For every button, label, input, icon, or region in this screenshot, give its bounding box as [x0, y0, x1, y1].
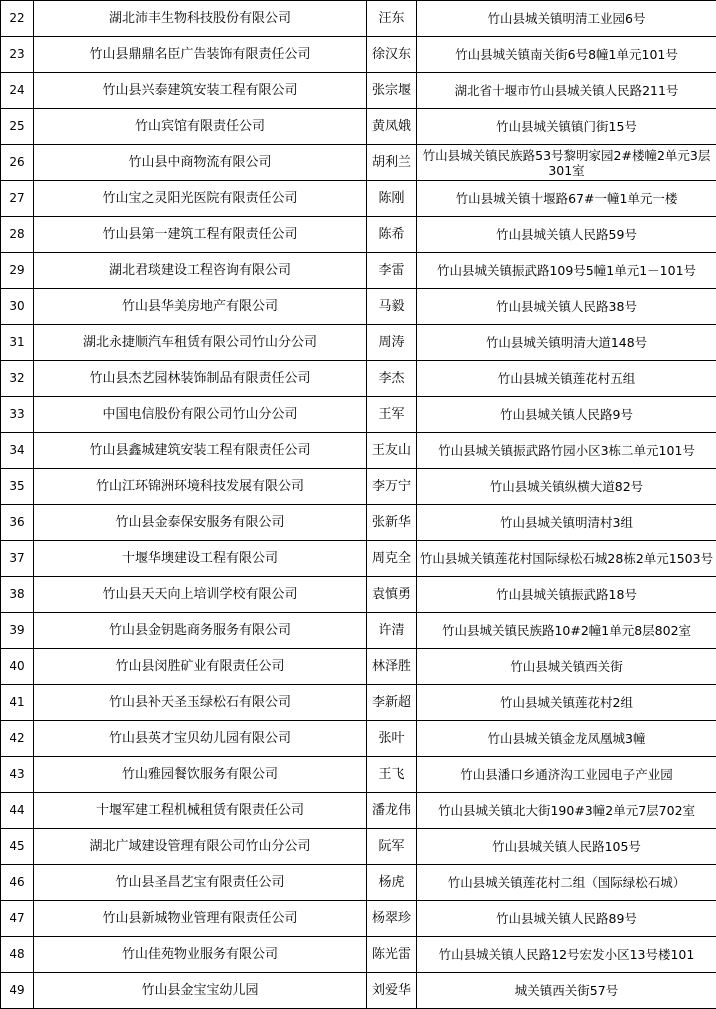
table-row: [1, 793, 716, 829]
row-number: 33: [1, 397, 34, 433]
company-name: 竹山县鼎鼎名臣广告装饰有限责任公司: [34, 37, 367, 73]
row-number: 26: [1, 145, 34, 181]
company-name: 十堰华墺建设工程有限公司: [34, 541, 367, 577]
company-name: 竹山县华美房地产有限公司: [34, 289, 367, 325]
contact-person: 王友山: [367, 433, 417, 469]
table-row: [1, 361, 716, 397]
row-number: 49: [1, 973, 34, 1009]
company-address: 竹山县城关镇北大街190#3幢2单元7层702室: [417, 793, 716, 829]
company-name: 竹山县鑫城建筑安装工程有限责任公司: [34, 433, 367, 469]
table-row: [1, 937, 716, 973]
contact-person: 李雷: [367, 253, 417, 289]
company-address: 竹山县城关镇纵横大道82号: [417, 469, 716, 505]
contact-person: 李万宁: [367, 469, 417, 505]
table-row: [1, 613, 716, 649]
company-name: 竹山县新城物业管理有限责任公司: [34, 901, 367, 937]
contact-person: 徐汉东: [367, 37, 417, 73]
company-name: 竹山县兴泰建筑安装工程有限公司: [34, 73, 367, 109]
company-name: 竹山江环锦洲环境科技发展有限公司: [34, 469, 367, 505]
company-name: 竹山宝之灵阳光医院有限责任公司: [34, 181, 367, 217]
row-number: 36: [1, 505, 34, 541]
table-row: [1, 433, 716, 469]
row-number: 46: [1, 865, 34, 901]
company-address: 竹山县城关镇金龙凤凰城3幢: [417, 721, 716, 757]
table-row: [1, 109, 716, 145]
row-number: 39: [1, 613, 34, 649]
table-row: [1, 721, 716, 757]
company-address: 竹山县城关镇人民路59号: [417, 217, 716, 253]
table-row: [1, 829, 716, 865]
contact-person: 袁慎勇: [367, 577, 417, 613]
company-address: 竹山县城关镇人民路105号: [417, 829, 716, 865]
contact-person: 刘爱华: [367, 973, 417, 1009]
company-name: 竹山县金钥匙商务服务有限公司: [34, 613, 367, 649]
company-address: 竹山县城关镇振武路竹园小区3栋二单元101号: [417, 433, 716, 469]
table-row: [1, 541, 716, 577]
company-address: 竹山县城关镇莲花村国际绿松石城28栋2单元1503号: [417, 541, 716, 577]
table-row: [1, 469, 716, 505]
row-number: 38: [1, 577, 34, 613]
company-address: 竹山县城关镇明清村3组: [417, 505, 716, 541]
company-name: 湖北永捷顺汽车租赁有限公司竹山分公司: [34, 325, 367, 361]
company-name: 竹山县闵胜矿业有限责任公司: [34, 649, 367, 685]
contact-person: 周克全: [367, 541, 417, 577]
contact-person: 杨翠珍: [367, 901, 417, 937]
table-row: [1, 73, 716, 109]
company-address: 竹山县城关镇人民路89号: [417, 901, 716, 937]
contact-person: 马毅: [367, 289, 417, 325]
company-address: 竹山县城关镇人民路9号: [417, 397, 716, 433]
table-row: [1, 289, 716, 325]
row-number: 48: [1, 937, 34, 973]
contact-person: 阮军: [367, 829, 417, 865]
company-name: 竹山雅园餐饮服务有限公司: [34, 757, 367, 793]
company-address: 竹山县城关镇南关街6号8幢1单元101号: [417, 37, 716, 73]
company-address: 竹山县城关镇莲花村二组（国际绿松石城）: [417, 865, 716, 901]
row-number: 30: [1, 289, 34, 325]
table-row: [1, 37, 716, 73]
row-number: 32: [1, 361, 34, 397]
company-address: 竹山县城关镇十堰路67#一幢1单元一楼: [417, 181, 716, 217]
company-address: 竹山县城关镇西关街: [417, 649, 716, 685]
table-row: [1, 145, 716, 181]
company-address: 竹山县城关镇莲花村五组: [417, 361, 716, 397]
company-address: 湖北省十堰市竹山县城关镇人民路211号: [417, 73, 716, 109]
contact-person: 汪东: [367, 1, 417, 37]
row-number: 34: [1, 433, 34, 469]
table-row: [1, 685, 716, 721]
table-row: [1, 181, 716, 217]
table-row: [1, 649, 716, 685]
contact-person: 张叶: [367, 721, 417, 757]
row-number: 45: [1, 829, 34, 865]
row-number: 24: [1, 73, 34, 109]
row-number: 28: [1, 217, 34, 253]
contact-person: 陈光雷: [367, 937, 417, 973]
contact-person: 许清: [367, 613, 417, 649]
company-name: 竹山县补天圣玉绿松石有限公司: [34, 685, 367, 721]
row-number: 41: [1, 685, 34, 721]
row-number: 22: [1, 1, 34, 37]
company-name: 竹山县英才宝贝幼儿园有限公司: [34, 721, 367, 757]
company-address: 竹山县城关镇人民路38号: [417, 289, 716, 325]
row-number: 25: [1, 109, 34, 145]
company-address: 城关镇西关街57号: [417, 973, 716, 1009]
company-address: 竹山县城关镇振武路18号: [417, 577, 716, 613]
company-name: 竹山县金宝宝幼儿园: [34, 973, 367, 1009]
contact-person: 黄凤娥: [367, 109, 417, 145]
company-address: 竹山县城关镇振武路109号5幢1单元1－101号: [417, 253, 716, 289]
company-address: 竹山县城关镇明清工业园6号: [417, 1, 716, 37]
table-row: [1, 577, 716, 613]
company-name: 竹山宾馆有限责任公司: [34, 109, 367, 145]
company-name: 竹山佳苑物业服务有限公司: [34, 937, 367, 973]
table-row: [1, 217, 716, 253]
contact-person: 潘龙伟: [367, 793, 417, 829]
company-name: 竹山县中商物流有限公司: [34, 145, 367, 181]
table-row: [1, 325, 716, 361]
row-number: 47: [1, 901, 34, 937]
table-row: [1, 757, 716, 793]
row-number: 29: [1, 253, 34, 289]
company-address: 竹山县城关镇明清大道148号: [417, 325, 716, 361]
contact-person: 林泽胜: [367, 649, 417, 685]
contact-person: 陈刚: [367, 181, 417, 217]
contact-person: 李杰: [367, 361, 417, 397]
table-row: [1, 397, 716, 433]
row-number: 40: [1, 649, 34, 685]
company-name: 湖北广域建设管理有限公司竹山分公司: [34, 829, 367, 865]
table-row: [1, 901, 716, 937]
company-name: 中国电信股份有限公司竹山分公司: [34, 397, 367, 433]
company-name: 湖北君琰建设工程咨询有限公司: [34, 253, 367, 289]
table-row: [1, 865, 716, 901]
contact-person: 张新华: [367, 505, 417, 541]
contact-person: 王军: [367, 397, 417, 433]
row-number: 35: [1, 469, 34, 505]
company-name: 湖北沛丰生物科技股份有限公司: [34, 1, 367, 37]
contact-person: 陈希: [367, 217, 417, 253]
company-name: 竹山县杰艺园林装饰制品有限责任公司: [34, 361, 367, 397]
company-address: 竹山县城关镇人民路12号宏发小区13号楼101: [417, 937, 716, 973]
company-name: 竹山县天天向上培训学校有限公司: [34, 577, 367, 613]
row-number: 43: [1, 757, 34, 793]
company-address: 竹山县潘口乡通济沟工业园电子产业园: [417, 757, 716, 793]
row-number: 27: [1, 181, 34, 217]
company-address: 竹山县城关镇民族路53号黎明家园2#楼幢2单元3层301室: [417, 145, 716, 181]
company-address: 竹山县城关镇镇门街15号: [417, 109, 716, 145]
table-row: [1, 505, 716, 541]
row-number: 44: [1, 793, 34, 829]
contact-person: 胡利兰: [367, 145, 417, 181]
table-row: [1, 1, 716, 37]
row-number: 31: [1, 325, 34, 361]
company-address: 竹山县城关镇民族路10#2幢1单元8层802室: [417, 613, 716, 649]
company-address: 竹山县城关镇莲花村2组: [417, 685, 716, 721]
contact-person: 周涛: [367, 325, 417, 361]
contact-person: 张宗堰: [367, 73, 417, 109]
contact-person: 李新超: [367, 685, 417, 721]
contact-person: 王飞: [367, 757, 417, 793]
table-row: [1, 253, 716, 289]
contact-person: 杨虎: [367, 865, 417, 901]
table-row: [1, 973, 716, 1009]
row-number: 42: [1, 721, 34, 757]
company-name: 竹山县第一建筑工程有限责任公司: [34, 217, 367, 253]
company-name: 竹山县金泰保安服务有限公司: [34, 505, 367, 541]
table-body: [1, 1, 716, 1009]
row-number: 23: [1, 37, 34, 73]
company-name: 竹山县圣昌艺宝有限责任公司: [34, 865, 367, 901]
row-number: 37: [1, 541, 34, 577]
company-name: 十堰军建工程机械租赁有限责任公司: [34, 793, 367, 829]
